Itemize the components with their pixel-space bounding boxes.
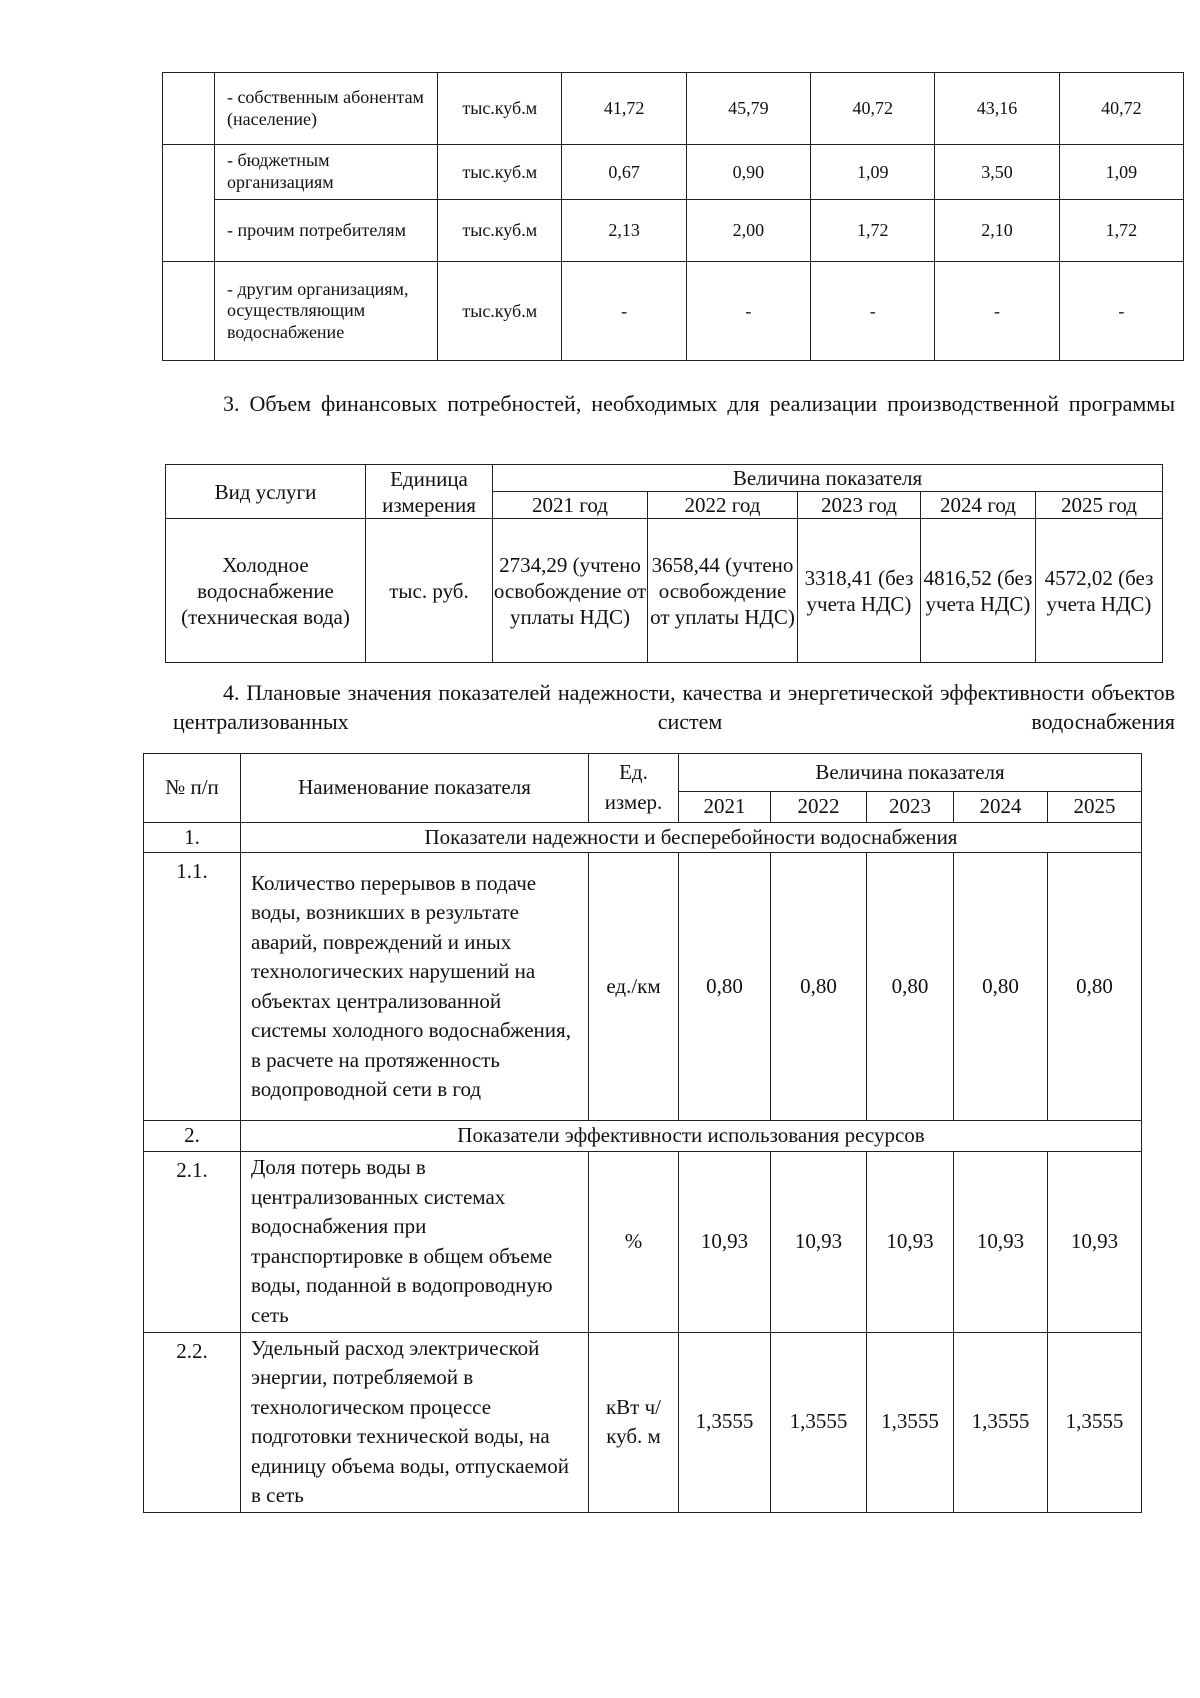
value-cell: 4816,52 (без учета НДС) [921, 519, 1036, 663]
value-cell: 0,67 [562, 145, 686, 200]
table-header-row [144, 754, 1142, 792]
value-cell: 2734,29 (учтено освобождение от уплаты НДС) [493, 519, 648, 663]
row-label: - другим организациям, осуществляющим водоснабжение [214, 262, 437, 361]
year-header: 2023 год [798, 492, 921, 519]
header-unit: Ед. измер. [589, 754, 679, 823]
value-cell: 0,80 [679, 853, 771, 1121]
header-value: Величина показателя [679, 754, 1142, 792]
value-cell: 3658,44 (учтено освобождение от уплаты НДС) [648, 519, 798, 663]
table-cell [163, 200, 215, 262]
table-cell [163, 73, 215, 145]
value-cell: 45,79 [686, 73, 810, 145]
value-cell: 0,80 [954, 853, 1048, 1121]
value-cell: 1,3555 [867, 1332, 954, 1512]
row-label: - собственным абонентам (население) [214, 73, 437, 145]
indicator-name: Количество перерывов в подаче воды, возникших в результате аварий, повреждений и иных технологических нарушений на объектах централизованной системы холодного водоснабжения, в расчете на протяженность водопроводной сети в год [241, 853, 589, 1121]
header-value: Величина показателя [493, 465, 1163, 492]
value-cell: 10,93 [771, 1151, 867, 1332]
value-cell: 3318,41 (без учета НДС) [798, 519, 921, 663]
year-header: 2022 [771, 792, 867, 823]
table-cell [163, 145, 215, 200]
section4-heading-text: 4. Плановые значения показателей надежности, качества и энергетической эффективности объектов централизованных систем водоснабжения [173, 680, 1175, 734]
value-cell: 1,3555 [954, 1332, 1048, 1512]
row-label: - прочим потребителям [214, 200, 437, 262]
table-cell [163, 262, 215, 361]
section-num: 2. [144, 1121, 241, 1152]
value-cell: 2,00 [686, 200, 810, 262]
value-cell: 41,72 [562, 73, 686, 145]
year-header: 2025 год [1036, 492, 1163, 519]
value-cell: 1,3555 [1048, 1332, 1142, 1512]
header-num: № п/п [144, 754, 241, 823]
table-row [144, 1151, 1142, 1332]
value-cell: 2,13 [562, 200, 686, 262]
section-row [144, 822, 1142, 853]
header-service: Вид услуги [166, 465, 366, 519]
section3-heading-text: 3. Объем финансовых потребностей, необходимых для реализации производственной программы [223, 391, 1175, 416]
value-cell: 10,93 [679, 1151, 771, 1332]
unit-cell: % [589, 1151, 679, 1332]
value-cell: 0,90 [686, 145, 810, 200]
indicators-table [143, 753, 1142, 1513]
value-cell: - [1059, 262, 1183, 361]
unit-cell: тыс.куб.м [438, 262, 562, 361]
table-row [144, 853, 1142, 1121]
value-cell: 3,50 [935, 145, 1059, 200]
year-header: 2022 год [648, 492, 798, 519]
value-cell: 1,72 [1059, 200, 1183, 262]
year-header: 2024 год [921, 492, 1036, 519]
value-cell: 1,09 [1059, 145, 1183, 200]
financial-needs-table [165, 464, 1163, 663]
section-title: Показатели эффективности использования ресурсов [241, 1121, 1142, 1152]
value-cell: - [935, 262, 1059, 361]
unit-cell: тыс.куб.м [438, 200, 562, 262]
value-cell: 4572,02 (без учета НДС) [1036, 519, 1163, 663]
table-header-row [166, 465, 1163, 492]
value-cell: 1,72 [811, 200, 935, 262]
header-unit: Единица измерения [366, 465, 493, 519]
value-cell: 0,80 [867, 853, 954, 1121]
indicator-name: Удельный расход электрической энергии, потребляемой в технологическом процессе подготовки технической воды, на единицу объема воды, отпускаемой в сеть [241, 1332, 589, 1512]
year-header: 2025 [1048, 792, 1142, 823]
consumption-table [162, 72, 1184, 361]
table-row [163, 200, 1184, 262]
table-row [163, 145, 1184, 200]
section-row [144, 1121, 1142, 1152]
year-header: 2021 год [493, 492, 648, 519]
value-cell: 40,72 [1059, 73, 1183, 145]
year-header: 2023 [867, 792, 954, 823]
unit-cell: тыс.куб.м [438, 73, 562, 145]
value-cell: 43,16 [935, 73, 1059, 145]
table-row [163, 262, 1184, 361]
indicator-name: Доля потерь воды в централизованных системах водоснабжения при транспортировке в общем объеме воды, поданной в водопроводную сеть [241, 1151, 589, 1332]
table-row [144, 1332, 1142, 1512]
value-cell: 10,93 [867, 1151, 954, 1332]
section-num: 1. [144, 822, 241, 853]
value-cell: 10,93 [954, 1151, 1048, 1332]
value-cell: - [562, 262, 686, 361]
row-num: 2.2. [144, 1332, 241, 1512]
value-cell: 40,72 [811, 73, 935, 145]
value-cell: 1,3555 [679, 1332, 771, 1512]
service-cell: Холодное водоснабжение (техническая вода) [166, 519, 366, 663]
row-num: 2.1. [144, 1151, 241, 1332]
section-title: Показатели надежности и бесперебойности водоснабжения [241, 822, 1142, 853]
value-cell: 0,80 [771, 853, 867, 1121]
year-header: 2024 [954, 792, 1048, 823]
section4-heading [173, 678, 1175, 736]
table-row [166, 519, 1163, 663]
value-cell: 0,80 [1048, 853, 1142, 1121]
table-row [163, 73, 1184, 145]
value-cell: - [811, 262, 935, 361]
row-label: - бюджетным организациям [214, 145, 437, 200]
unit-cell: тыс.куб.м [438, 145, 562, 200]
header-name: Наименование показателя [241, 754, 589, 823]
value-cell: 1,3555 [771, 1332, 867, 1512]
year-header: 2021 [679, 792, 771, 823]
value-cell: - [686, 262, 810, 361]
value-cell: 10,93 [1048, 1151, 1142, 1332]
section3-heading [173, 389, 1175, 418]
row-num: 1.1. [144, 853, 241, 1121]
unit-cell: ед./км [589, 853, 679, 1121]
unit-cell: кВт ч/куб. м [589, 1332, 679, 1512]
value-cell: 2,10 [935, 200, 1059, 262]
value-cell: 1,09 [811, 145, 935, 200]
unit-cell: тыс. руб. [366, 519, 493, 663]
